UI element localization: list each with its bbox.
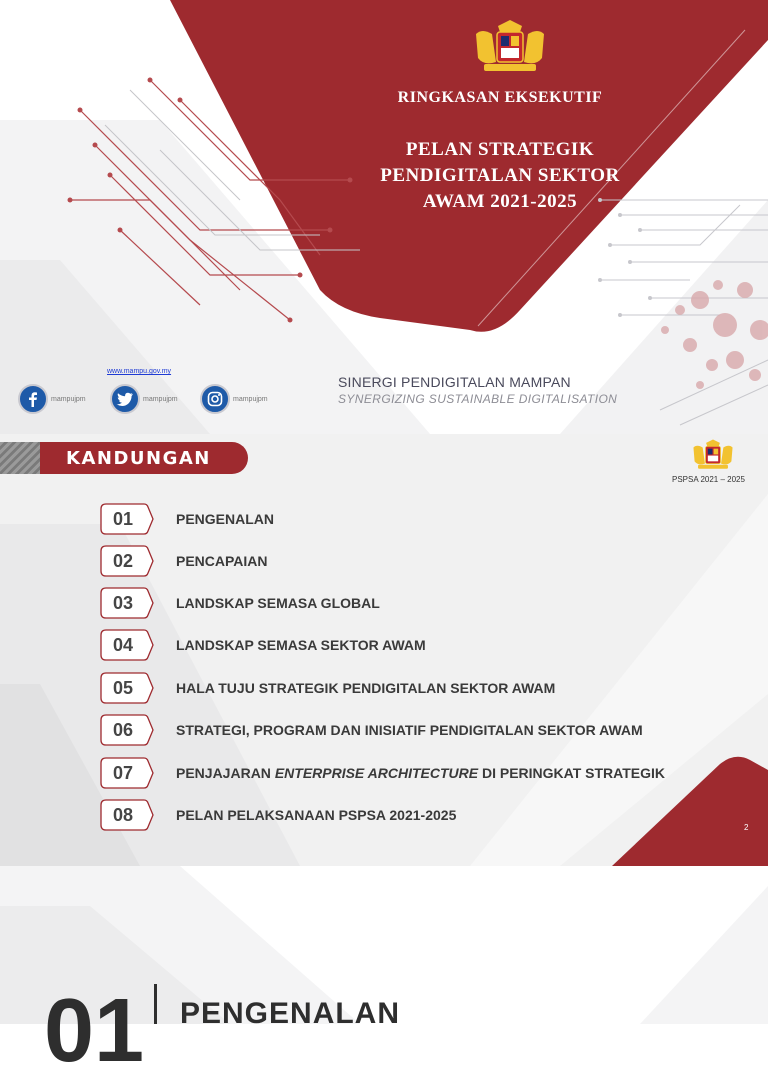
toc-label-part: PENJAJARAN — [176, 765, 275, 781]
toc-label: HALA TUJU STRATEGIK PENDIGITALAN SEKTOR AWAM — [176, 680, 556, 696]
page-number: 2 — [744, 823, 749, 832]
cover-title — [340, 137, 660, 215]
toc-number: 01 — [112, 509, 134, 529]
toc-number: 04 — [112, 635, 134, 655]
toc-label: LANDSKAP SEMASA GLOBAL — [176, 595, 380, 611]
toc-label — [176, 765, 665, 781]
toc-item[interactable] — [100, 672, 740, 706]
toc-item[interactable] — [100, 714, 740, 748]
website-link[interactable]: www.mampu.gov.my — [107, 368, 172, 375]
toc-item[interactable] — [100, 503, 740, 537]
cover-title-line: PELAN STRATEGIK — [405, 139, 595, 160]
facebook-icon[interactable] — [18, 384, 48, 414]
instagram-icon[interactable] — [200, 384, 230, 414]
section-divider — [154, 984, 157, 1024]
toc-label: STRATEGI, PROGRAM DAN INISIATIF PENDIGITALAN SEKTOR AWAM — [176, 722, 643, 738]
toc-number: 07 — [112, 763, 134, 783]
toc-number: 06 — [112, 720, 134, 740]
toc-label: PENGENALAN — [176, 511, 275, 527]
section-number: 01 — [44, 981, 145, 1081]
social-handle: mampujpm — [233, 395, 268, 403]
social-facebook[interactable] — [18, 384, 86, 414]
cover-subtitle: RINGKASAN EKSEKUTIF — [397, 89, 603, 106]
toc-label-emphasis: ENTERPRISE ARCHITECTURE — [274, 765, 479, 781]
toc-number: 08 — [112, 805, 134, 825]
cover-title-line: AWAM 2021-2025 — [422, 191, 578, 212]
toc-label: PENCAPAIAN — [176, 553, 268, 569]
toc-label: LANDSKAP SEMASA SEKTOR AWAM — [176, 637, 426, 653]
toc-item[interactable] — [100, 799, 740, 833]
toc-item[interactable] — [100, 587, 740, 621]
social-handle: mampujpm — [51, 395, 86, 403]
malaysia-crest-icon — [690, 438, 736, 472]
toc-label: PELAN PELAKSANAAN PSPSA 2021-2025 — [176, 807, 457, 823]
toc-item[interactable] — [100, 757, 740, 791]
heading-stripe — [0, 442, 40, 474]
toc-item[interactable] — [100, 545, 740, 579]
social-instagram[interactable] — [200, 384, 268, 414]
tagline-english: SYNERGIZING SUSTAINABLE DIGITALISATION — [338, 392, 618, 406]
toc-item[interactable] — [100, 629, 740, 663]
cover-title-line: PENDIGITALAN SEKTOR — [380, 165, 620, 186]
malaysia-crest-icon — [470, 20, 550, 74]
document-code: PSPSA 2021 – 2025 — [672, 475, 745, 484]
toc-number: 02 — [112, 551, 134, 571]
tagline: SINERGI PENDIGITALAN MAMPAN — [338, 374, 571, 390]
intro-slide — [0, 866, 768, 1081]
twitter-icon[interactable] — [110, 384, 140, 414]
social-handle: mampujpm — [143, 395, 178, 403]
toc-number: 05 — [112, 678, 134, 698]
contents-heading: KANDUNGAN — [66, 448, 211, 469]
cover-slide — [0, 0, 768, 434]
toc-label-part: DI PERINGKAT STRATEGIK — [478, 765, 666, 781]
toc-number: 03 — [112, 593, 134, 613]
contents-slide — [0, 434, 768, 866]
section-title: PENGENALAN — [180, 997, 401, 1030]
social-twitter[interactable] — [110, 384, 178, 414]
